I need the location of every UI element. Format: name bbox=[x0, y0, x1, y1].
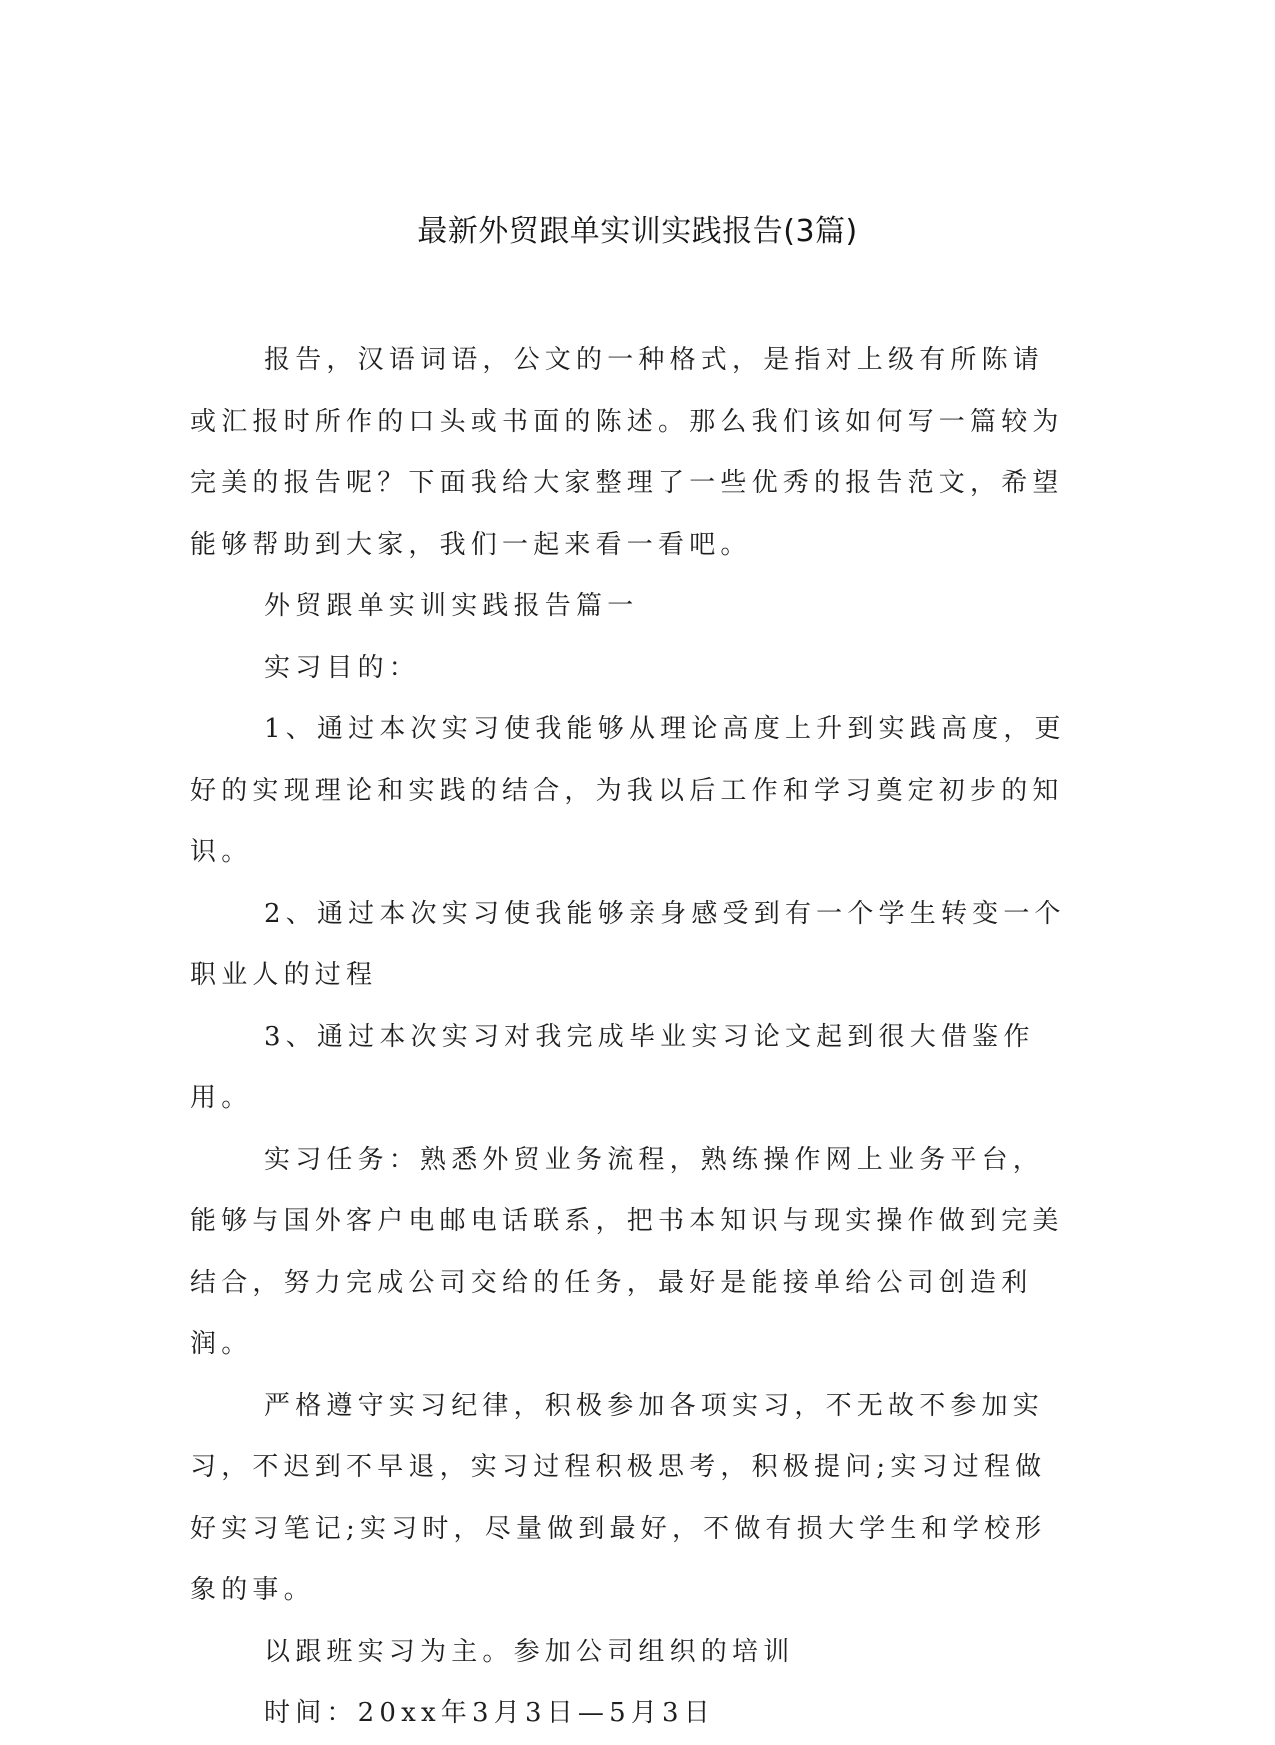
discipline-paragraph: 严格遵守实习纪律，积极参加各项实习，不无故不参加实习，不迟到不早退，实习过程积极思考，积极提问;实习过程做好实习笔记;实习时，尽量做到最好，不做有损大学生和学校形象的事。 bbox=[190, 1390, 1047, 1605]
purpose-heading: 实习目的： bbox=[264, 652, 421, 683]
purpose-item-1: 1、通过本次实习使我能够从理论高度上升到实践高度，更好的实现理论和实践的结合，为我以后工作和学习奠定初步的知识。 bbox=[190, 714, 1066, 867]
time-paragraph: 时间：20xx年3月3日—5月3日 bbox=[264, 1698, 715, 1728]
training-paragraph: 以跟班实习为主。参加公司组织的培训 bbox=[264, 1636, 795, 1667]
section-heading: 外贸跟单实训实践报告篇一 bbox=[264, 591, 639, 621]
document-title: 最新外贸跟单实训实践报告(3篇) bbox=[417, 214, 858, 249]
purpose-item-2: 2、通过本次实习使我能够亲身感受到有一个学生转变一个职业人的过程 bbox=[190, 898, 1066, 990]
purpose-item-3: 3、通过本次实习对我完成毕业实习论文起到很大借鉴作用。 bbox=[190, 1021, 1035, 1113]
task-paragraph: 实习任务：熟悉外贸业务流程，熟练操作网上业务平台，能够与国外客户电邮电话联系，把书本知识与现实操作做到完美结合，努力完成公司交给的任务，最好是能接单给公司创造利润。 bbox=[190, 1144, 1064, 1359]
document-body bbox=[190, 330, 1070, 1745]
intro-paragraph: 报告，汉语词语，公文的一种格式，是指对上级有所陈请或汇报时所作的口头或书面的陈述。那么我们该如何写一篇较为完美的报告呢？下面我给大家整理了一些优秀的报告范文，希望能够帮助到大家，我们一起来看一看吧。 bbox=[190, 345, 1064, 560]
